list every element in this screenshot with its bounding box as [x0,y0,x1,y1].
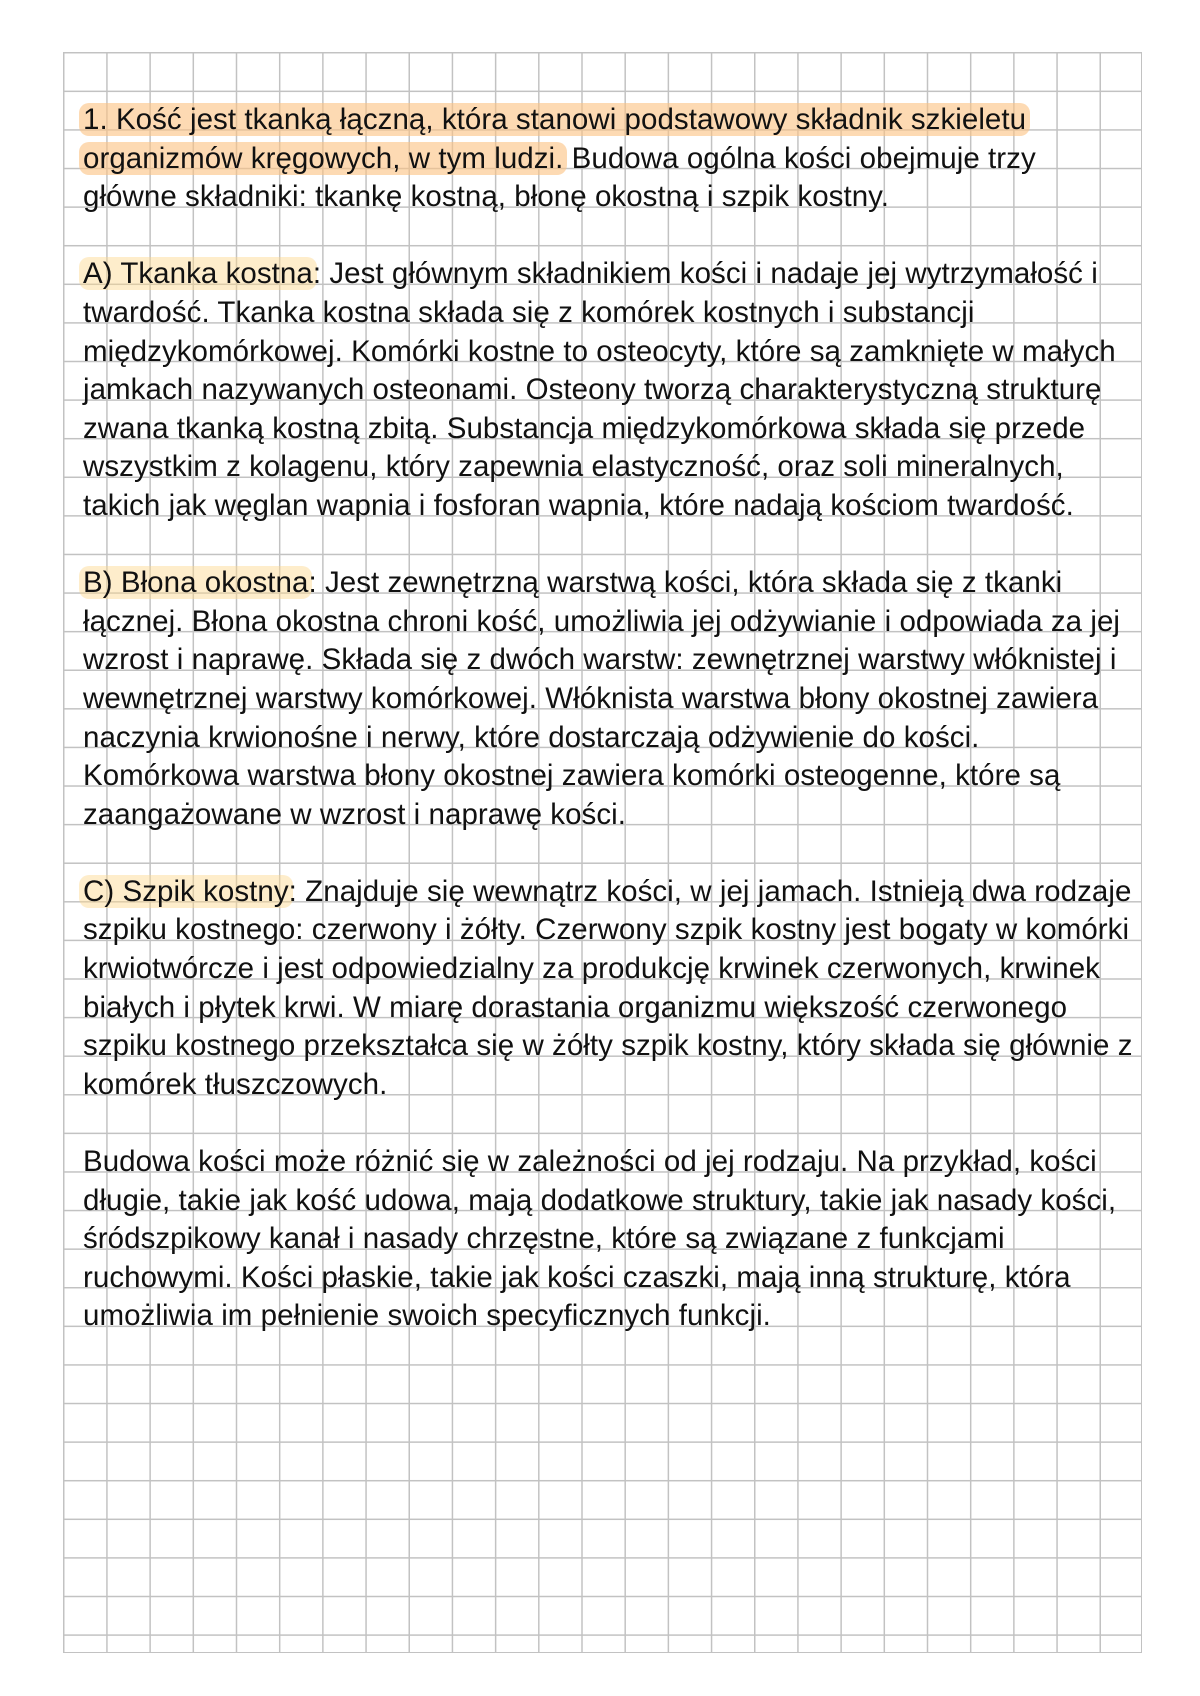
section-a-text: i twardość. Tkanka kostna składa się z komórek kostnych i substancji międzykomórkowej. Komórki kostne to osteocyty, które są zamknięte w małych jamkach nazywanych osteonami. Osteony tworzą charakterystyczną strukturę zwana tkanką kostną zbitą. Substancja międzykomórkowa składa się przede wszystkim z kolagenu, który zapewnia elastyczność, oraz soli mineralnych, takich jak węglan wapnia i fosforan wapnia, które nadają kościom twardość. [83,257,1116,522]
section-a-paragraph [83,255,1133,525]
section-b-lead: : Jest zewnętrzną warstwą kości, która składa się z tkanki łącznej. [83,566,1063,638]
section-c-heading: C) Szpik kostny [79,875,293,908]
closing-paragraph: Budowa kości może różnić się w zależności od jej rodzaju. Na przykład, kości długie, takie jak kość udowa, mają dodatkowe struktury, takie jak nasady kości, śródszpikowy kanał i nasady chrzęstne, które są związane z funkcjami ruchowymi. Kości płaskie, takie jak kości czaszki, mają inną strukturę, która umożliwia im pełnienie swoich specyficznych funkcji. [83,1145,1117,1333]
section-b-paragraph [83,564,1133,834]
section-b-heading: B) Błona okostna [79,566,312,599]
section-a-lead: : Jest głównym składnikiem kości i nadaje jej wytrzymałość [312,257,1083,291]
intro-paragraph [83,101,1133,217]
intro-text: Budowa ogólna kości obejmuje trzy główne składniki: tkankę kostną, błonę okostną i szpik kostny. [83,141,1036,214]
section-c-text: kostnego: czerwony i żółty. Czerwony szpik kostny jest bogaty w komórki krwiotwórcze i jest odpowiedzialny za produkcję krwinek czerwonych, krwinek białych i płytek krwi. W miarę dorastania organizmu większość czerwonego szpiku kostnego przekształca się w żółty szpik kostny, który składa się głównie z komórek tłuszczowych. [83,913,1133,1101]
section-c-paragraph [83,873,1133,1105]
section-a-heading: A) Tkanka kostna [79,257,317,290]
section-c-lead: : Znajduje się wewnątrz kości, w jej jamach. Istnieją dwa rodzaje szpiku [83,874,1132,947]
notes-content [83,101,1133,1375]
section-b-text: Błona okostna chroni kość, umożliwia jej odżywianie i odpowiada za jej wzrost i naprawę. Składa się z dwóch warstw: zewnętrznej warstwy włóknistej i wewnętrznej warstwy komórkowej. Włóknista warstwa błony okostnej zawiera naczynia krwionośne i nerwy, które dostarczają odżywienie do kości. Komórkowa warstwa błony okostnej zawiera komórki osteogenne, które są zaangażowane w wzrost i naprawę kości. [83,604,1121,831]
intro-highlight: 1. Kość jest tkanką łączną, która stanowi podstawowy składnik szkieletu organizmów kręgowych, w tym ludzi. [79,103,1030,175]
